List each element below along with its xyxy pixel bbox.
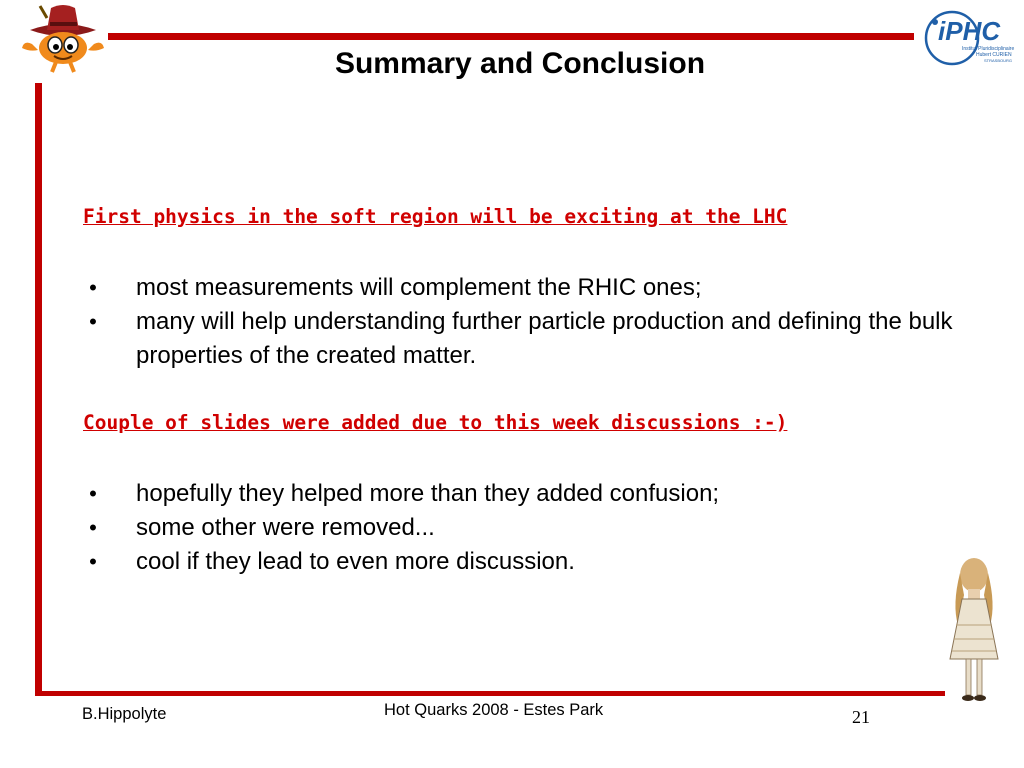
section-heading-soft-physics: First physics in the soft region will be exciting at the LHC (83, 205, 788, 228)
section-heading-added-slides: Couple of slides were added due to this week discussions :-) (83, 411, 788, 434)
svg-text:Hubert CURIEN: Hubert CURIEN (976, 52, 1012, 58)
alice-figure-illustration (942, 555, 1006, 705)
list-item (83, 305, 1003, 373)
list-item-text: most measurements will complement the RHIC ones; (136, 274, 702, 301)
list-item-text: hopefully they helped more than they added confusion; (136, 480, 720, 507)
svg-text:iPHC: iPHC (938, 16, 1001, 46)
list-item (83, 511, 1003, 545)
left-red-bar (35, 83, 42, 696)
footer-conference: Hot Quarks 2008 - Estes Park (384, 701, 604, 719)
list-item-text: some other were removed... (136, 514, 435, 541)
svg-text:Institut Pluridisciplinaire: Institut Pluridisciplinaire (962, 46, 1015, 52)
bullet-icon: • (89, 549, 97, 574)
svg-text:STRASBOURG: STRASBOURG (984, 58, 1013, 63)
bullet-icon: • (89, 309, 97, 334)
list-item (83, 477, 1003, 511)
list-item (83, 545, 1003, 579)
slide-title: Summary and Conclusion (334, 47, 706, 80)
bullet-icon: • (89, 515, 97, 540)
page-number: 21 (852, 707, 870, 727)
bullet-list-soft-physics (83, 271, 1003, 373)
bullet-list-added-slides (83, 477, 1003, 579)
footer-author: B.Hippolyte (82, 705, 167, 723)
list-item (83, 271, 1003, 305)
bullet-icon: • (89, 275, 97, 300)
list-item-text: cool if they lead to even more discussion. (136, 548, 575, 575)
iphc-logo (918, 8, 1020, 68)
cowboy-quark-mascot-icon (20, 0, 106, 76)
bullet-icon: • (89, 481, 97, 506)
list-item-text: many will help understanding further particle production and defining the bulk properties of the created matter. (136, 308, 953, 369)
top-red-bar (108, 33, 914, 40)
bottom-red-bar (35, 691, 945, 696)
